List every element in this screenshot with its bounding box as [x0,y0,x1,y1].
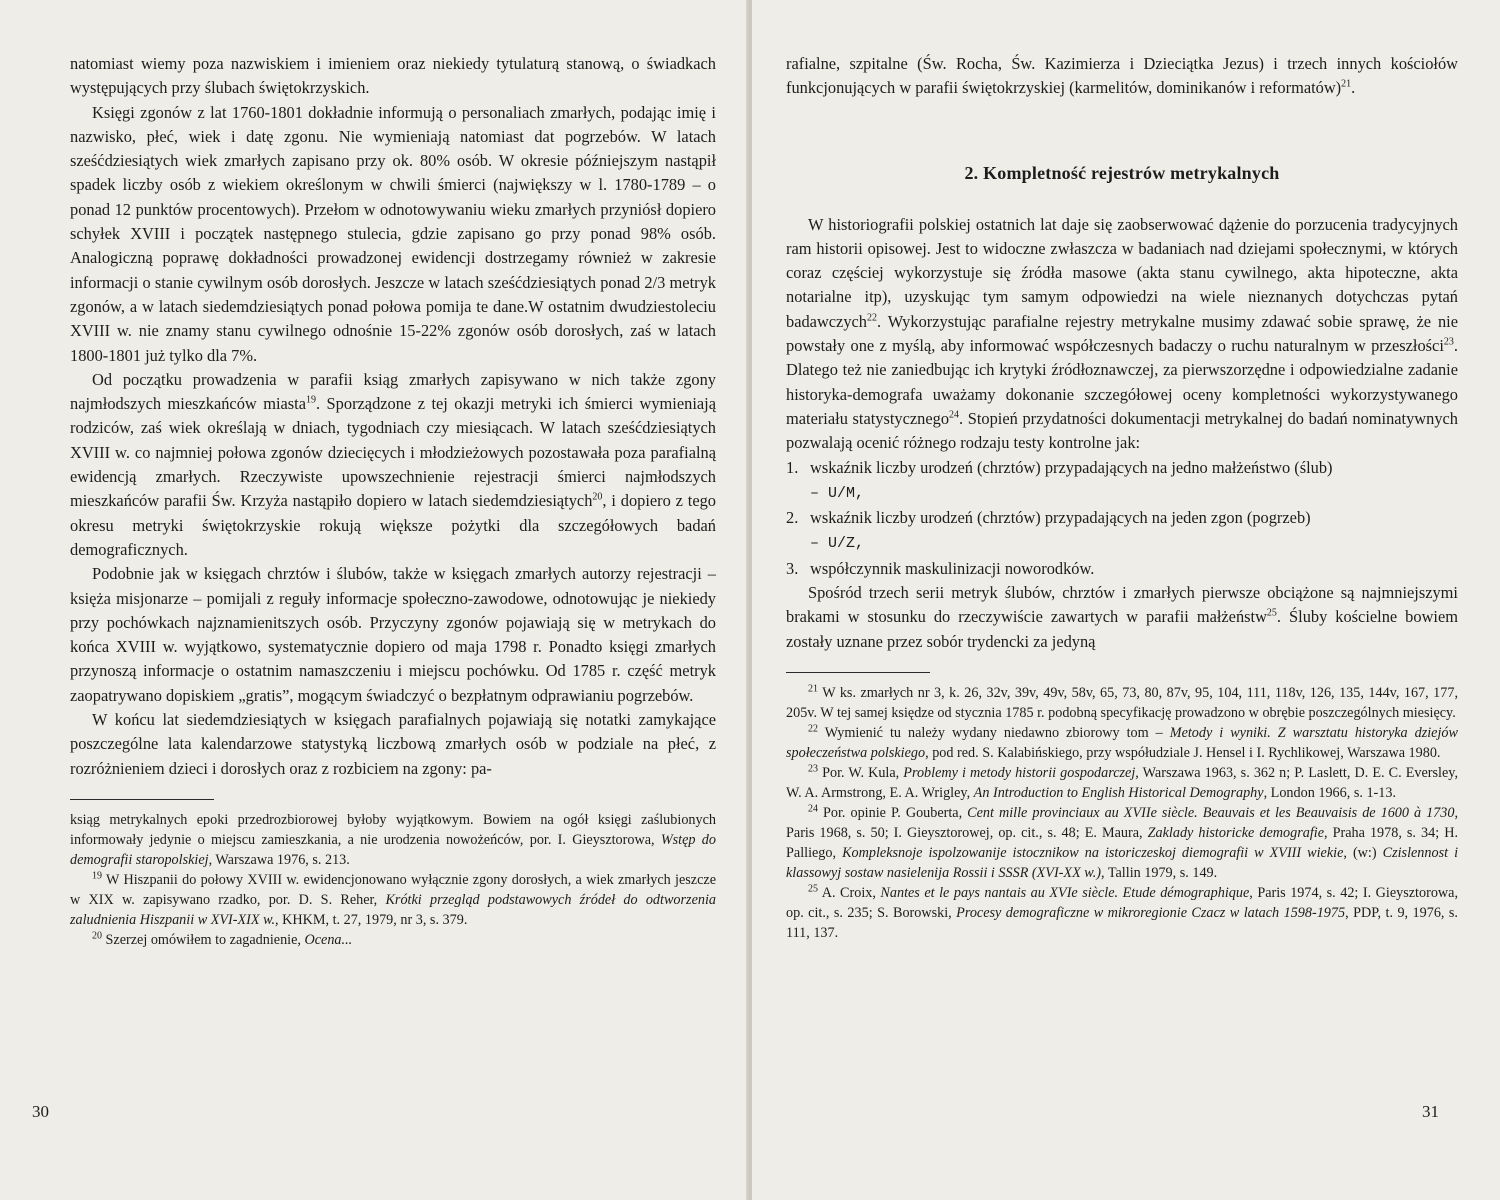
footnote-ref: 23 [1443,336,1454,348]
page-number: 30 [32,1102,49,1121]
footnote-24: $^{24}$ Por. opinie P. Gouberta, Cent mille provinciaux au XVIIe siècle. Beauvais et les Beauvaisis de 1600 à 1730, Paris 1968, s. 50; I. Gieysztorowej, op. cit., s. 48; E. Maura, Zaklady historicke demografie, Praha 1978, s. 34; H. Palliego, Kompleksnoje ispolzowanije istocznikow na istoriczeskoj diemografii w XVIII wiekie, (w:) Czislennost i klassowyj sostaw nasielenija Rossii i SSSR (XVI-XX w.), Tallin 1979, s. 149. [786,803,1459,881]
page-number: 31 [1422,1102,1439,1121]
footnote-20: $^{20}$ Szerzej omówiłem to zagadnienie, Ocena... [92,930,353,948]
list-item: 2. wskaźnik liczby urodzeń (chrztów) przypadających na jeden zgon (pogrzeb) – U/Z, [786,508,1311,553]
control-tests-list [786,456,1458,581]
right-body-text [786,52,1458,654]
footnote-continuation: ksiąg metrykalnych epoki przedrozbiorowej byłoby wyjątkowym. Bowiem na ogół księgi zaślubionych informowały jedynie o miejscu zamieszkania, a nie urodzenia nowożeńców, por. I. Gieysztorowa, Wstęp do demografii staropolskiej, Warszawa 1976, s. 213. [70,811,716,868]
right-page [752,0,1500,1200]
footnote-22: $^{22}$ Wymienić tu należy wydany niedawno zbiorowy tom – Metody i wyniki. Z warsztatu historyka dziejów społeczeństwa polskiego, pod red. S. Kalabińskiego, przy współudziale J. Hensel i I. Rychlikowej, Warszawa 1980. [786,723,1458,761]
footnote-ref: 20 [592,491,603,503]
footnote-ref: 24 [949,409,960,421]
footnote-ref: 21 [1341,78,1352,90]
left-body-text [70,52,716,781]
list-item: 3. współczynnik maskulinizacji noworodków. [786,558,1095,578]
left-page [0,0,748,1200]
paragraph: Od początku prowadzenia w parafii ksiąg zmarłych zapisywano w nich także zgony najmłodszych mieszkańców miasta$^{19}$. Sporządzone z tej okazji metryki ich śmierci wymieniają rodziców, zaś wiek określają w dniach, tygodniach czy miesiącach. W latach sześćdziesiątych XVIII w. co najmniej połowa zgonów dziecięcych i młodzieżowych pozostawała poza parafialną ewidencją zmarłych. Rzeczywiste upowszechnienie rejestracji śmierci najmłodszych mieszkańców parafii Św. Krzyża nastąpiło dopiero w latach siedemdziesiątych$^{20}$, i dopiero z tego okresu metryki świętokrzyskie rokują większe pożytki dla szczegółowych badań demograficznych. [70,369,717,559]
right-footnotes [786,683,1458,943]
footnote-ref: 19 [305,394,316,406]
right-page-column [786,52,1458,943]
list-item: 1. wskaźnik liczby urodzeń (chrztów) przypadających na jedno małżeństwo (ślub) – U/M, [786,457,1333,502]
paragraph: Spośród trzech serii metryk ślubów, chrztów i zmarłych pierwsze obciążone są najmniejszymi brakami w stosunku do rzeczywiście zawartych w parafii małżeństw$^{25}$. Śluby kościelne bowiem zostały uznane przez sobór trydencki za jedyną [786,583,1458,651]
paragraph: rafialne, szpitalne (Św. Rocha, Św. Kazimierza i Dzieciątka Jezus) i trzech innych kościołów funkcjonujących w parafii świętokrzyskiej (karmelitów, dominikanów i reformatów)$^{21}$. [786,54,1458,98]
section-heading: 2. Kompletność rejestrów metrykalnych [964,162,1280,183]
footnote-ref: 25 [1266,607,1277,619]
footnote-ref: 22 [867,312,877,324]
left-footnotes [70,810,716,950]
paragraph: W historiografii polskiej ostatnich lat daje się zaobserwować dążenie do porzucenia tradycyjnych ram historii opisowej. Jest to widoczne zwłaszcza w badaniach nad dziejami społecznymi, w których coraz częściej wykorzystuje się źródła masowe (akta stanu cywilnego, akta hipoteczne, akta notarialne itp), uzyskując tym samym odpowiedzi na wiele nieznanych dotychczas pytań badawczych$^{22}$. Wykorzystując parafialne rejestry metrykalne musimy zdawać sobie sprawę, że nie powstały one z myślą, aby informować współczesnych badaczy o ruchu naturalnym w przeszłości$^{23}$. Dlatego też nie zaniedbując ich krytyki źródłoznawczej, za pierwszorzędne i odpowiedzialne zadanie historyka-demografa uważamy dokonanie szczegółowej oceny kompletności wykorzystywanego materiału statystycznego$^{24}$. Stopień przydatności dokumentacji metrykalnej do badań nominatywnych pozwalają ocenić różnego rodzaju testy kontrolne jak: [786,214,1458,453]
footnote-25: $^{25}$ A. Croix, Nantes et le pays nantais au XVIe siècle. Etude démographique, Paris 1974, s. 42; I. Gieysztorowa, op. cit., s. 235; S. Borowski, Procesy demograficzne w mikroregionie Czacz w latach 1598-1975, PDP, t. 9, 1976, s. 111, 137. [786,883,1459,941]
footnote-19: $^{19}$ W Hiszpanii do połowy XVIII w. ewidencjonowano wyłącznie zgony dorosłych, a wiek zmarłych jeszcze w XIX w. zapisywano rzadko, por. D. S. Reher, Krótki przegląd podstawowych źródeł do odtworzenia zaludnienia Hiszpanii w XVI-XIX w., KHKM, t. 27, 1979, nr 3, s. 379. [70,870,716,928]
paragraph: Podobnie jak w księgach chrztów i ślubów, także w księgach zmarłych autorzy rejestracji – księża misjonarze – pomijali z reguły informacje społeczno-zawodowe, odnotowując je niekiedy przy pochówkach najznamienitszych osób. Przyczyny zgonów pojawiają się w metrykach do końca XVIII w. wyjątkowo, systematycznie dopiero od maja 1798 r. Ponadto księgi zmarłych przynoszą informacje o ostatnim namaszczeniu i miejscu pochówku. Od 1785 r. część metryk zaopatrywano dopiskiem „gratis”, mogącym świadczyć o bezpłatnym odprawianiu pogrzebów. [70,564,716,705]
footnote-23: $^{23}$ Por. W. Kula, Problemy i metody historii gospodarczej, Warszawa 1963, s. 362 n; P. Laslett, D. E. C. Eversley, W. A. Armstrong, E. A. Wrigley, An Introduction to English Historical Demography, London 1966, s. 1-13. [786,763,1458,801]
left-page-column [70,52,716,950]
footnote-rule [786,672,930,673]
paragraph: natomiast wiemy poza nazwiskiem i imieniem oraz niekiedy tytulaturą stanową, o świadkach występujących przy ślubach świętokrzyskich. [70,54,716,98]
footnote-21: $^{21}$ W ks. zmarłych nr 3, k. 26, 32v, 39v, 49v, 58v, 65, 73, 80, 87v, 95, 104, 111, 118v, 126, 135, 144v, 167, 177, 205v. W tej samej księdze od stycznia 1785 r. podobną specyfikację prowadzono w obrębie poszczególnych miesięcy. [786,683,1458,721]
paragraph: W końcu lat siedemdziesiątych w księgach parafialnych pojawiają się notatki zamykające poszczególne lata kalendarzowe statystyką liczbową zmarłych osób w podziale na płeć, z rozróżnieniem dzieci i dorosłych oraz z rozbiciem na zgony: pa- [70,710,716,778]
footnote-rule [70,799,214,800]
paragraph: Księgi zgonów z lat 1760-1801 dokładnie informują o personaliach zmarłych, podając imię i nazwisko, płeć, wiek i datę zgonu. Nie wymieniają natomiast dat pogrzebów. W latach sześćdziesiątych wiek zmarłych zapisano przy ok. 80% osób. W okresie późniejszym nastąpił spadek liczby osób z wiekiem określonym w chwili śmierci (największy w l. 1780-1789 – o ponad 12 punktów procentowych). Przełom w odnotowywaniu wieku zmarłych przyniósł dopiero schyłek XVIII i początek następnego stulecia, gdzie zapisano go przy ponad 98% osób. Analogiczną poprawę dokładności prowadzonej ewidencji dostrzegamy również w zakresie informacji o stanie cywilnym osób dorosłych. Jeszcze w latach sześćdziesiątych ponad 2/3 metryk zgonów, a w latach siedemdziesiątych ponad połowa pomija te dane.W ostatnim dwudziestoleciu XVIII w. nie znamy stanu cywilnego odnośnie 15-22% zgonów osób dorosłych, zaś w latach 1800-1801 już tylko dla 7%. [70,102,716,365]
